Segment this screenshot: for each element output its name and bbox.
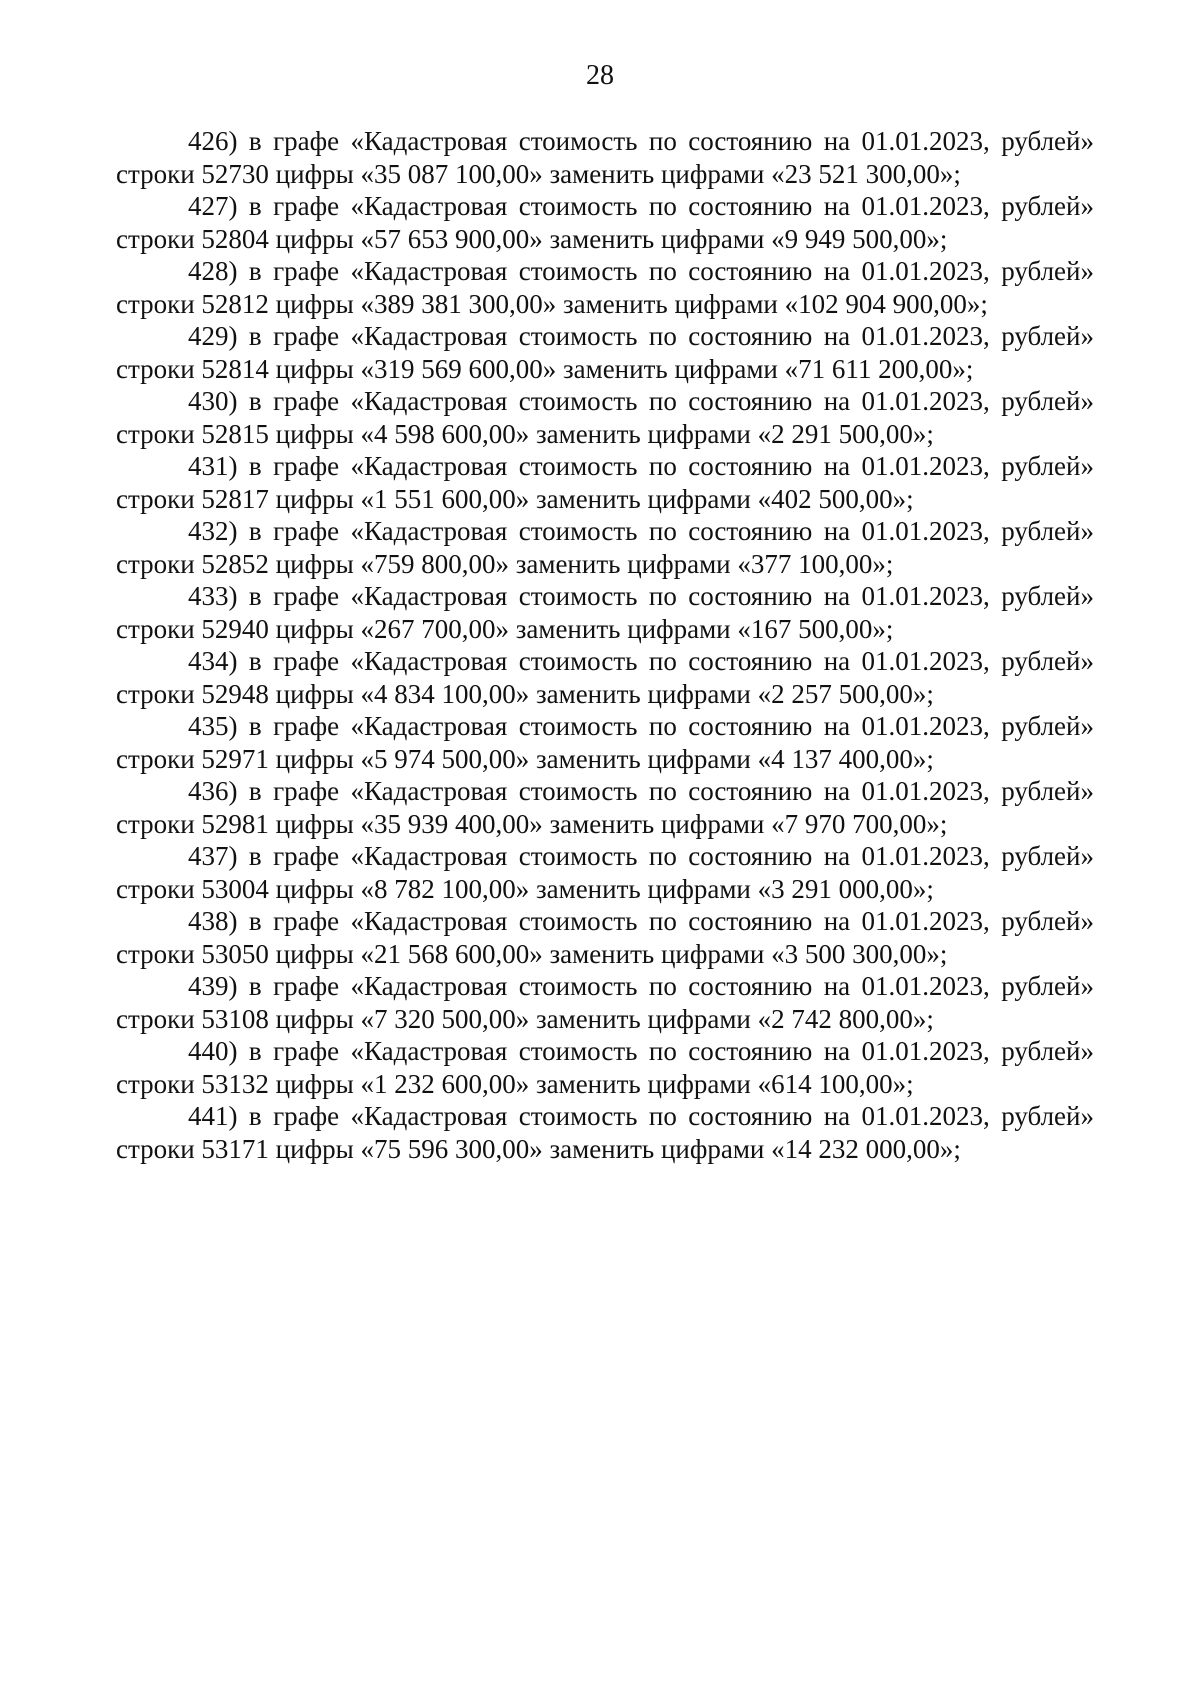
amendment-item: 433) в графе «Кадастровая стоимость по состоянию на 01.01.2023, рублей» строки 52940 цифры «267 700,00» заменить цифрами «167 500,00»;: [116, 581, 1094, 644]
page-number: 28: [586, 60, 614, 91]
amendment-item: 441) в графе «Кадастровая стоимость по состоянию на 01.01.2023, рублей» строки 53171 цифры «75 596 300,00» заменить цифрами «14 232 000,00»;: [116, 1101, 1094, 1164]
amendment-item: 427) в графе «Кадастровая стоимость по состоянию на 01.01.2023, рублей» строки 52804 цифры «57 653 900,00» заменить цифрами «9 949 500,00»;: [116, 191, 1094, 254]
amendment-item: 430) в графе «Кадастровая стоимость по состоянию на 01.01.2023, рублей» строки 52815 цифры «4 598 600,00» заменить цифрами «2 291 500,00»;: [116, 386, 1094, 449]
amendment-item: 437) в графе «Кадастровая стоимость по состоянию на 01.01.2023, рублей» строки 53004 цифры «8 782 100,00» заменить цифрами «3 291 000,00»;: [116, 841, 1094, 904]
amendment-item: 428) в графе «Кадастровая стоимость по состоянию на 01.01.2023, рублей» строки 52812 цифры «389 381 300,00» заменить цифрами «102 904 900,00»;: [116, 256, 1094, 319]
amendments-list: [116, 125, 1094, 1165]
amendment-item: 435) в графе «Кадастровая стоимость по состоянию на 01.01.2023, рублей» строки 52971 цифры «5 974 500,00» заменить цифрами «4 137 400,00»;: [116, 711, 1094, 774]
amendment-item: 431) в графе «Кадастровая стоимость по состоянию на 01.01.2023, рублей» строки 52817 цифры «1 551 600,00» заменить цифрами «402 500,00»;: [116, 451, 1094, 514]
amendment-item: 440) в графе «Кадастровая стоимость по состоянию на 01.01.2023, рублей» строки 53132 цифры «1 232 600,00» заменить цифрами «614 100,00»;: [116, 1036, 1094, 1099]
amendment-item: 436) в графе «Кадастровая стоимость по состоянию на 01.01.2023, рублей» строки 52981 цифры «35 939 400,00» заменить цифрами «7 970 700,00»;: [116, 776, 1094, 839]
amendment-item: 429) в графе «Кадастровая стоимость по состоянию на 01.01.2023, рублей» строки 52814 цифры «319 569 600,00» заменить цифрами «71 611 200,00»;: [116, 321, 1094, 384]
amendment-item: 434) в графе «Кадастровая стоимость по состоянию на 01.01.2023, рублей» строки 52948 цифры «4 834 100,00» заменить цифрами «2 257 500,00»;: [116, 646, 1094, 709]
amendment-item: 426) в графе «Кадастровая стоимость по состоянию на 01.01.2023, рублей» строки 52730 цифры «35 087 100,00» заменить цифрами «23 521 300,00»;: [116, 126, 1094, 189]
amendment-item: 432) в графе «Кадастровая стоимость по состоянию на 01.01.2023, рублей» строки 52852 цифры «759 800,00» заменить цифрами «377 100,00»;: [116, 516, 1094, 579]
amendment-item: 438) в графе «Кадастровая стоимость по состоянию на 01.01.2023, рублей» строки 53050 цифры «21 568 600,00» заменить цифрами «3 500 300,00»;: [116, 906, 1094, 969]
amendment-item: 439) в графе «Кадастровая стоимость по состоянию на 01.01.2023, рублей» строки 53108 цифры «7 320 500,00» заменить цифрами «2 742 800,00»;: [116, 971, 1094, 1034]
